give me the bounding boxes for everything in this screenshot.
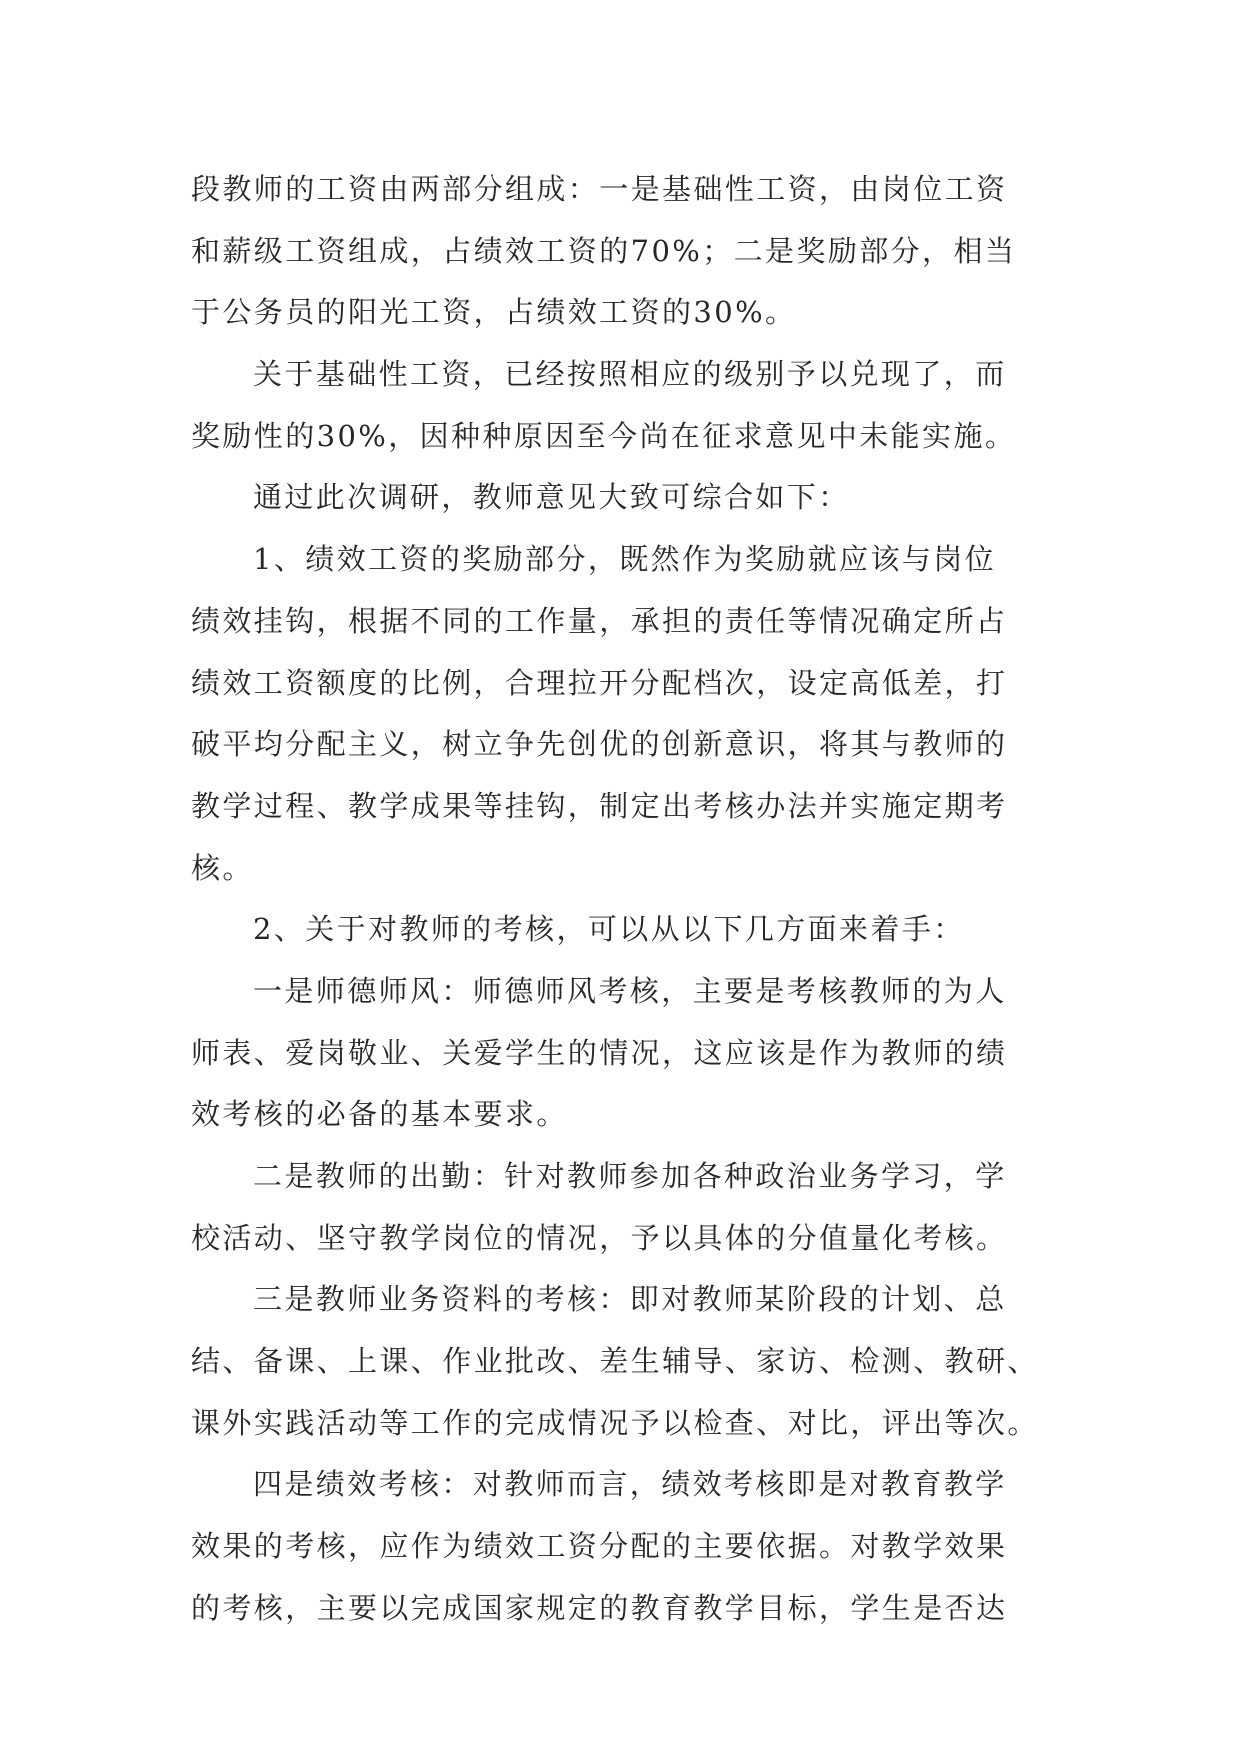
document-body — [191, 159, 1049, 1640]
text-line: 和薪级工资组成，占绩效工资的70%；二是奖励部分，相当 — [191, 233, 1017, 268]
text-line: 师表、爱岗敬业、关爱学生的情况，这应该是作为教师的绩 — [191, 1035, 1008, 1070]
paragraph-first-line: 2、关于对教师的考核，可以从以下几方面来着手： — [253, 912, 965, 947]
text-line: 绩效工资额度的比例，合理拉开分配档次，设定高低差，打 — [191, 665, 1008, 700]
paragraph-first-line: 通过此次调研，教师意见大致可综合如下： — [253, 480, 850, 515]
text-line: 破平均分配主义，树立争先创优的创新意识，将其与教师的 — [191, 727, 1008, 762]
text-line: 教学过程、教学成果等挂钩，制定出考核办法并实施定期考 — [191, 788, 1008, 823]
paragraph-first-line: 关于基础性工资，已经按照相应的级别予以兑现了，而 — [253, 357, 1007, 392]
paragraph-first-line: 二是教师的出勤：针对教师参加各种政治业务学习，学 — [253, 1159, 1007, 1193]
text-line: 校活动、坚守教学岗位的情况，予以具体的分值量化考核。 — [191, 1220, 1008, 1255]
text-line: 段教师的工资由两部分组成：一是基础性工资，由岗位工资 — [191, 172, 1008, 206]
paragraph-first-line: 1、绩效工资的奖励部分，既然作为奖励就应该与岗位 — [253, 542, 997, 577]
text-line: 课外实践活动等工作的完成情况予以检查、对比，评出等次。 — [191, 1405, 1039, 1440]
text-line: 的考核，主要以完成国家规定的教育教学目标，学生是否达 — [191, 1590, 1008, 1625]
text-line: 核。 — [191, 850, 254, 885]
text-line: 奖励性的30%，因种种原因至今尚在征求意见中未能实施。 — [191, 418, 1017, 453]
text-line: 结、备课、上课、作业批改、差生辅导、家访、检测、教研、 — [191, 1344, 1039, 1379]
paragraph-first-line: 三是教师业务资料的考核：即对教师某阶段的计划、总 — [253, 1282, 1007, 1317]
text-line: 效考核的必备的基本要求。 — [191, 1097, 568, 1132]
text-line: 效果的考核，应作为绩效工资分配的主要依据。对教学效果 — [191, 1529, 1008, 1564]
paragraph-first-line: 四是绩效考核：对教师而言，绩效考核即是对教育教学 — [253, 1467, 1007, 1502]
text-line: 绩效挂钩，根据不同的工作量，承担的责任等情况确定所占 — [191, 603, 1008, 638]
paragraph-first-line: 一是师德师风：师德师风考核，主要是考核教师的为人 — [253, 973, 1007, 1008]
text-line: 于公务员的阳光工资，占绩效工资的30%。 — [191, 295, 797, 330]
